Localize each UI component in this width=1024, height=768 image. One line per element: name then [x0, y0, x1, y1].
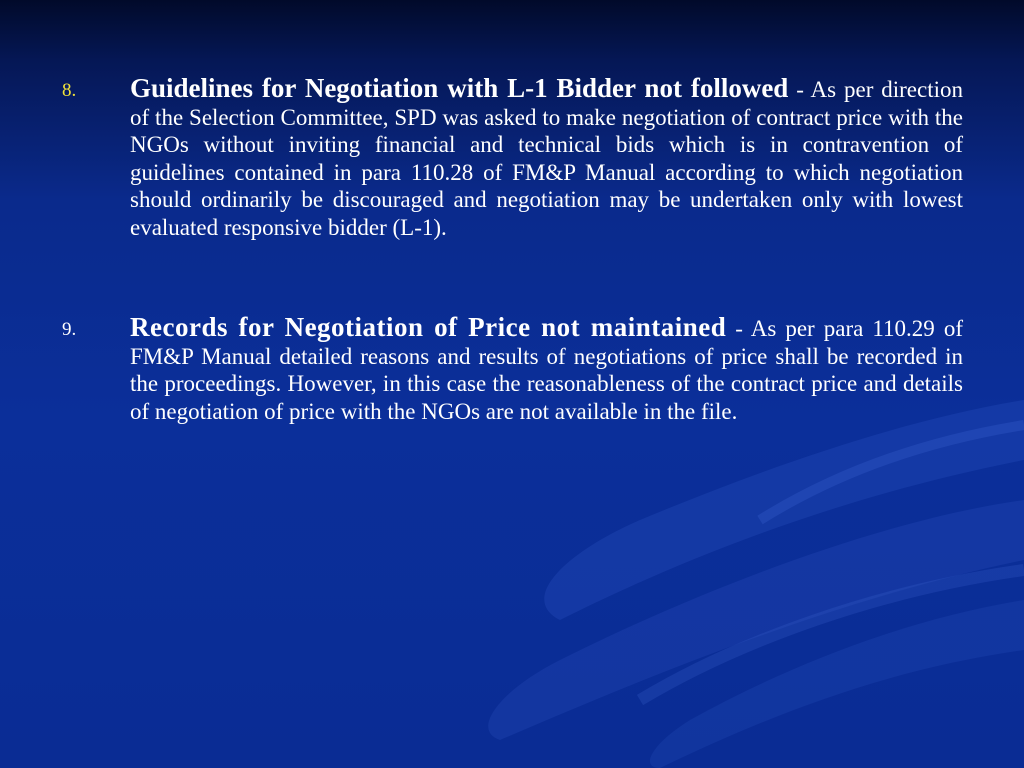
item-separator: - — [726, 316, 751, 341]
item-body: As per para 110.29 of FM&P Manual detailed reasons and results of negotiations of price shall be recorded in the proceedings. However, in this case the reasonableness of the contract price and details of negotiation of price with the NGOs are not available in the file. — [130, 316, 964, 424]
item-separator: - — [788, 77, 811, 102]
item-number: 9. — [62, 319, 77, 340]
item-heading: Guidelines for Negotiation with L-1 Bidder not followed — [130, 73, 789, 103]
item-heading: Records for Negotiation of Price not maintained — [130, 312, 727, 342]
item-body: As per direction of the Selection Committee, SPD was asked to make negotiation of contract price with the NGOs without inviting financial and technical bids which is in contravention of guidelines contained in para 110.28 of FM&P Manual according to which negotiation should ordinarily be discouraged and negotiation may be undertaken only with lowest evaluated responsive bidder (L-1). — [130, 77, 964, 240]
list-item-8 — [62, 73, 964, 241]
item-number: 8. — [62, 80, 77, 101]
list-item-9 — [62, 312, 964, 425]
